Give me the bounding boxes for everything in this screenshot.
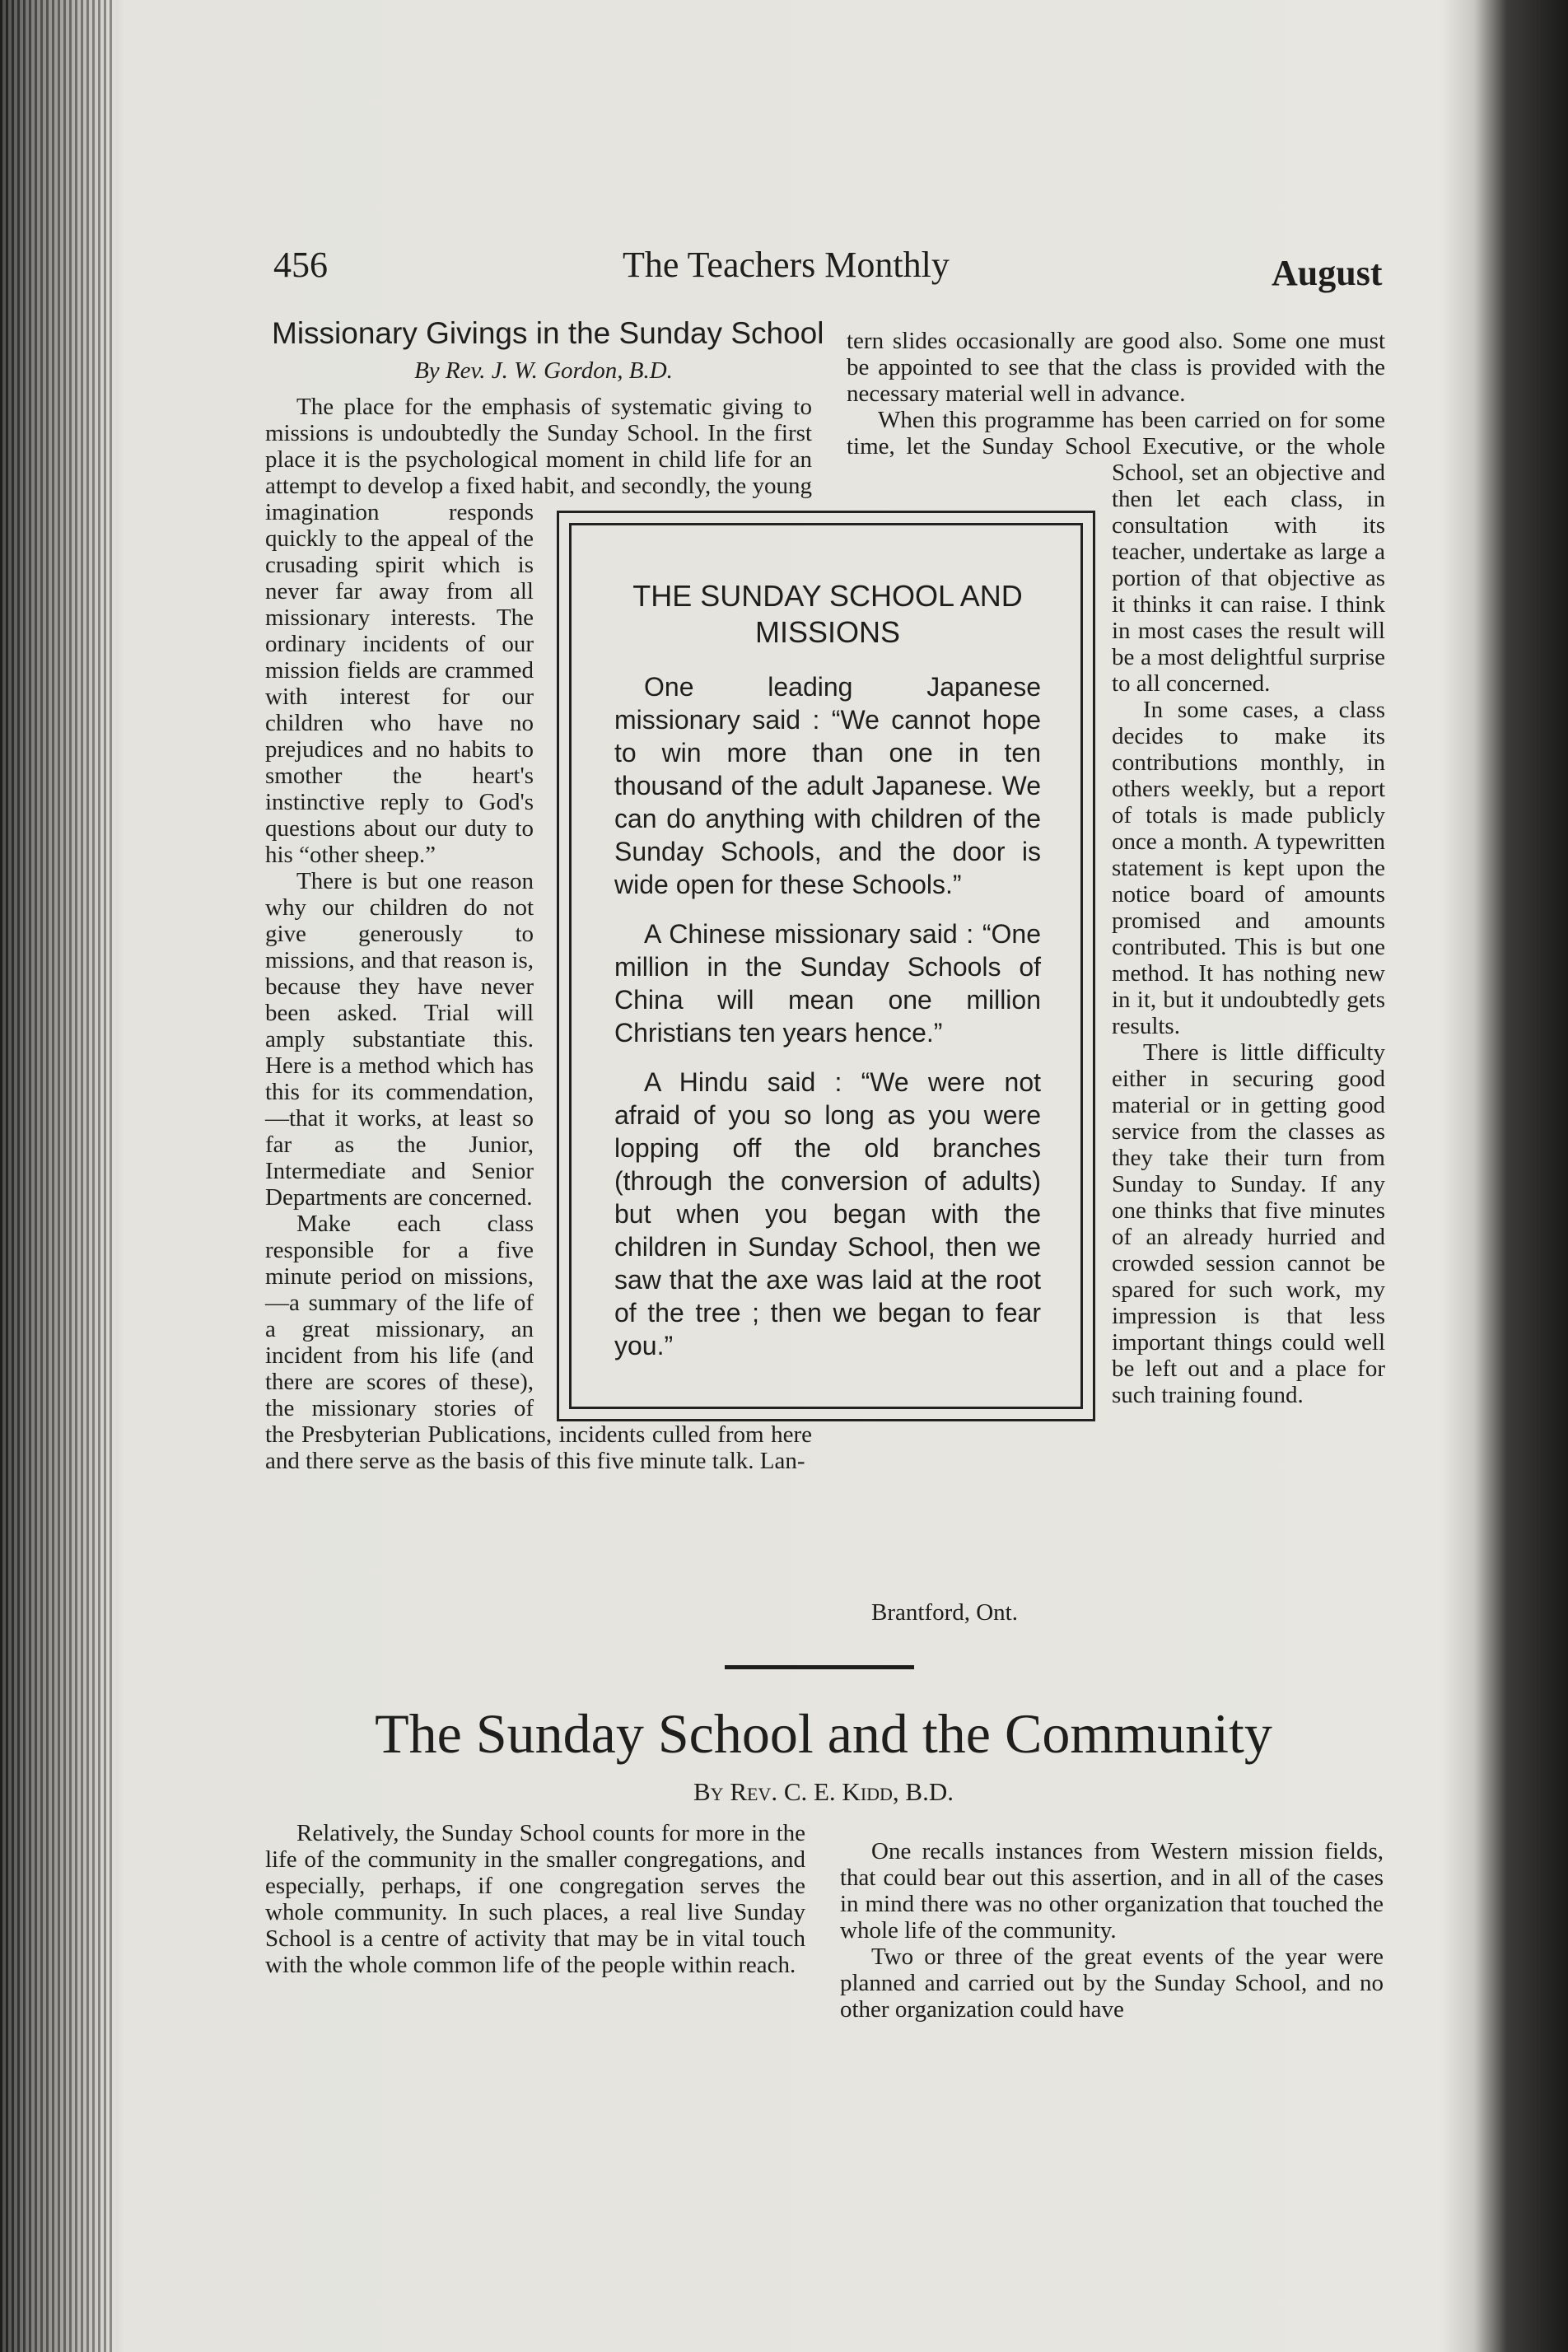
issue-month: August — [1272, 253, 1383, 293]
article2-left-column — [265, 1820, 805, 1978]
article2-left-para-1: Relatively, the Sunday School counts for more in the life of the community in the smaller congregations, and especially, perhaps, if one congregation serves the whole community. In such places, a real live Sunday School is a centre of activity that may be in vital touch with the whole common life of the people within reach. — [265, 1820, 805, 1978]
article2-right-para-2: Two or three of the great events of the year were planned and carried out by the Sunday School, and no other organization could have — [840, 1944, 1384, 2023]
article1-left-para-3: Make each class responsible for a five minute period on missions,—a summary of the life of a great missionary, an incident from his life (and there are scores of these), the missionary stories of the Presbyterian Publications, incidents culled from here and there serve as the basis of this five minute talk. Lan- — [265, 1211, 812, 1474]
article1-right-para-3: In some cases, a class decides to make its contributions monthly, in others weekly, but a report of totals is made publicly once a month. A typewritten statement is kept upon the notice board of amounts promised and amounts contributed. This is but one method. It has nothing new in it, but it undoubtedly gets results. — [1112, 697, 1385, 1039]
article2-byline: By Rev. C. E. Kidd, B.D. — [693, 1777, 954, 1806]
article1-title: Missionary Givings in the Sunday School — [272, 316, 824, 350]
article1-byline: By Rev. J. W. Gordon, B.D. — [414, 357, 673, 384]
article1-right-para-1: tern slides occasionally are good also. Some one must be appointed to see that the class is provided with the necessary material well in advance. — [847, 328, 1385, 407]
section-divider — [725, 1665, 914, 1669]
sidebar-box-para-3: A Hindu said : “We were not afraid of you so long as you were lopping off the old branches (through the conversion of adults) but when you began with the children in Sunday School, then we saw that the axe was laid at the root of the tree ; then we began to fear you.” — [614, 1067, 1041, 1360]
article1-left-para-1: The place for the emphasis of systematic giving to missions is undoubtedly the Sunday School. In the first place it is the psychological moment in child life for an attempt to develop a fixed habit, and secondly, the young imagination responds quickly to the appeal of the crusading spirit which is never far away from all missionary interests. The ordinary incidents of our mission fields are crammed with interest for our children who have no prejudices and no habits to smother the heart's instinctive reply to God's questions about our duty to his “other sheep.” — [265, 394, 812, 868]
sidebar-box-para-1: One leading Japanese missionary said : “We cannot hope to win more than one in ten thousand of the adult Japanese. We can do anything with children of the Sunday Schools, and the door is wide open for these Schools.” — [614, 672, 1041, 899]
article2-title: The Sunday School and the Community — [375, 1702, 1272, 1765]
journal-title: The Teachers Monthly — [623, 245, 950, 285]
article1-signoff: Brantford, Ont. — [871, 1599, 1018, 1626]
sidebar-box-para-2: A Chinese missionary said : “One million in the Sunday Schools of China will mean one million Christians ten years hence.” — [614, 919, 1041, 1048]
sidebar-box-inner — [569, 523, 1083, 1409]
article1-left-para-2: There is but one reason why our children do not give generously to missions, and that reason is, because they have never been asked. Trial will amply substantiate this. Here is a method which has this for its commendation,—that it works, at least so far as the Junior, Intermediate and Senior Departments are concerned. — [265, 868, 534, 1211]
sidebar-box-title: THE SUNDAY SCHOOL AND MISSIONS — [632, 579, 1023, 649]
sidebar-box — [557, 511, 1095, 1421]
book-page-edges — [0, 0, 115, 2352]
article2-right-para-1: One recalls instances from Western mission fields, that could bear out this assertion, and in all of the cases in mind there was no other organization that touched the whole life of the community. — [840, 1838, 1384, 1944]
article1-right-para-4: There is little difficulty either in securing good material or in getting good service from the classes as they take their turn from Sunday to Sunday. If any one thinks that five minutes of an already hurried and crowded session cannot be spared for such work, my impression is that less important things could well be left out and a place for such training found. — [1112, 1039, 1385, 1408]
page-number: 456 — [273, 245, 328, 285]
article1-right-para-2: When this programme has been carried on for some time, let the Sunday School Executive, or the whole School, set an objective and then let each class, in consultation with its teacher, undertake as large a portion of that objective as it thinks it can raise. I think in most cases the result will be a most delightful surprise to all concerned. — [847, 407, 1385, 697]
article2-right-column — [840, 1838, 1384, 2023]
